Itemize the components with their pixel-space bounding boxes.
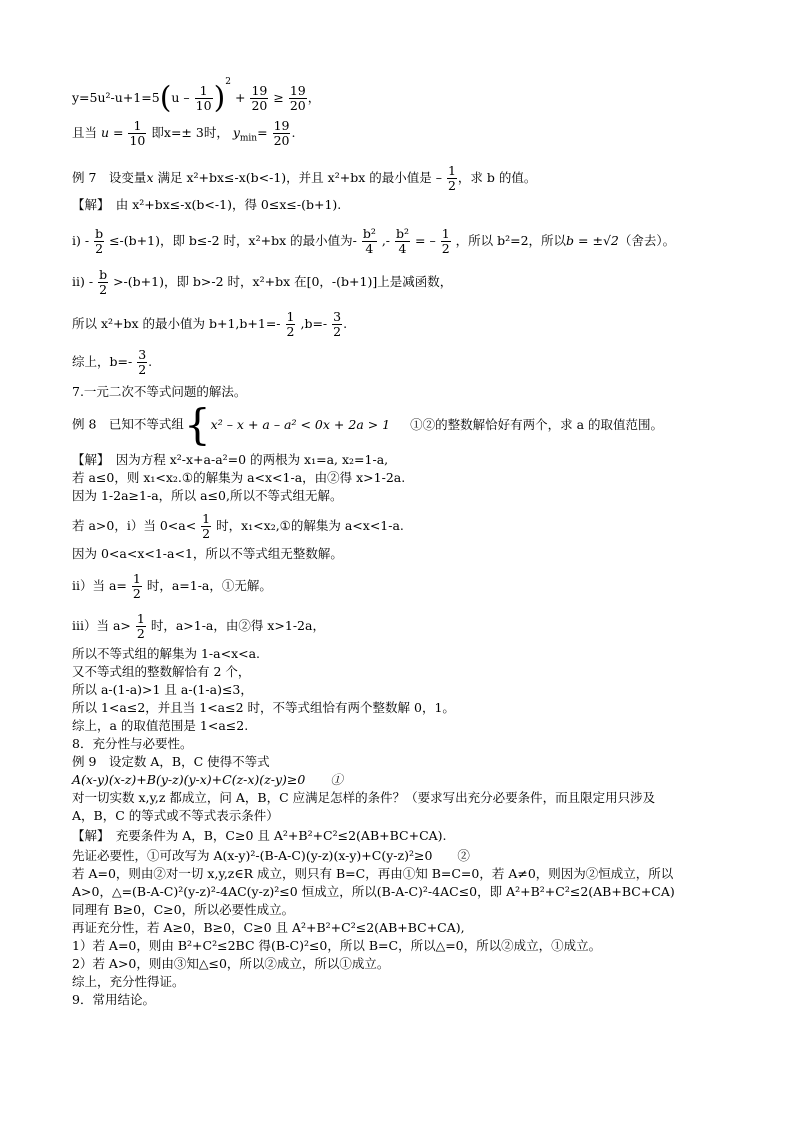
text: ⅲ）当 a> [72,618,131,633]
fraction-3-2 [332,310,342,339]
fraction-b2-4-b [395,227,410,256]
text: ⅱ) - [72,274,94,289]
math: b = ±√2 [566,233,619,248]
solution-9-line-2 [72,848,470,864]
solution-9-line-5 [72,902,294,918]
var-u: u = [101,125,124,140]
inequality-1: x² – x + a – a² < 0 [210,417,323,432]
fraction-1-2 [136,612,146,641]
solution-8-line-11 [72,700,455,716]
solution-8-line-3 [72,488,342,504]
denominator: 10 [195,98,212,113]
text: ,b=- [300,316,328,331]
solution-8-line-10 [72,682,253,698]
text: 例 8 已知不等式组 [72,416,184,432]
text: 综上，充分性得证。 [72,974,185,989]
plus-sign: + [235,90,246,105]
text: = – [415,233,436,248]
fraction-1-10 [128,119,146,148]
numerator: 1 [132,571,141,586]
eq-u: u – [171,90,190,105]
inequality-2: x + 2a > 1 [322,417,391,432]
exponent: 2 [225,77,232,87]
denominator: 4 [365,241,374,256]
denominator: 2 [286,324,295,339]
text: 【解】 因为方程 x²-x+a-a²=0 的两根为 x₁=a, x₂=1-a, [72,452,389,467]
eq-lhs: y=5u²-u+1=5 [72,90,160,105]
example-9-question-2 [72,808,279,824]
text: 所以 1<a≤2，并且当 1<a≤2 时，不等式组恰有两个整数解 0，1。 [72,700,455,715]
denominator: 20 [251,98,268,113]
solution-7-line-1 [72,197,341,213]
numerator: b² [362,226,376,241]
paren-close: ) [213,80,226,116]
text: ，所以 b²=2，所以 [455,233,567,248]
period: . [291,125,296,140]
numerator: 1 [441,226,450,241]
example-9-inequality [72,772,343,788]
text: 若 A=0，则由②对一切 x,y,z∈R 成立，则只有 B=C，再由①知 B=C=0，若 A≠0，则因为②恒成立，所以 [72,866,674,881]
text: 若 a≤0，则 x₁<x₂.①的解集为 a<x<1-a，由②得 x>1-2a. [72,470,406,485]
denominator: 2 [132,586,141,601]
denominator: 20 [273,133,290,148]
numerator: b² [396,226,410,241]
text: 时，a=1-a，①无解。 [146,578,272,593]
text: 先证必要性，①可改写为 A(x-y)²-(B-A-C)(y-z)(x-y)+C(y-z)²≥0 ② [72,848,470,863]
text: 且当 [72,125,98,140]
text: 综上，b=- [72,354,133,369]
numerator: 1 [136,611,145,626]
solution-8-case-3 [72,612,325,641]
text: 因为 1-2a≥1-a，所以 a≤0,所以不等式组无解。 [72,488,343,503]
left-brace: { [183,400,211,449]
example-9-question-1 [72,790,655,806]
solution-9-line-7 [72,938,601,954]
subscript-min: min [239,133,258,144]
solution-8-line-5 [72,546,343,562]
solution-9-line-4 [72,884,675,900]
text: 又不等式组的整数解恰有 2 个， [72,664,251,679]
text: 所以不等式组的解集为 1-a<x<a. [72,646,261,661]
fraction-b-2 [94,227,104,256]
solution-9-line-1 [72,828,447,844]
text: ，求 b 的值。 [457,170,537,185]
denominator: 4 [398,241,407,256]
solution-8-line-8 [72,646,260,662]
equals: = [257,125,268,140]
denominator: 10 [129,133,146,148]
text: 【解】 充要条件为 A，B，C≥0 且 A²+B²+C²≤2(AB+BC+CA). [72,828,447,843]
fraction-19-20 [273,119,291,148]
text: 9．常用结论。 [72,992,155,1007]
minus: – [435,170,442,185]
example-8-title [72,400,664,449]
text: A(x-y)(x-z)+B(y-z)(y-x)+C(z-x)(z-y)≥0 ① [72,772,343,787]
text: 例 9 设定数 A，B，C 使得不等式 [72,754,270,769]
solution-7-line-4 [72,310,347,339]
text: （舍去）。 [618,233,676,248]
denominator: 2 [441,241,450,256]
text: 例 7 设变量 [72,170,147,185]
fraction-1-2 [132,572,142,601]
fraction-19-20-b [289,84,307,113]
geq-sign: ≥ [273,90,284,105]
denominator: 2 [136,626,145,641]
numerator: 19 [251,83,268,98]
solution-9-line-3 [72,866,673,882]
solution-9-conclusion [72,974,185,990]
equation-line-2 [72,119,295,148]
denominator: 2 [138,362,147,377]
text: 再证充分性，若 A≥0，B≥0，C≥0 且 A²+B²+C²≤2(AB+BC+CA), [72,920,465,935]
text: 8．充分性与必要性。 [72,736,193,751]
solution-8-line-1 [72,452,388,468]
solution-8-conclusion [72,718,248,734]
fraction-19-20-a [250,84,268,113]
section-8-heading [72,736,192,752]
text: 2）若 A>0，则由③知△≤0，所以②成立，所以①成立。 [72,956,390,971]
text: A>0，△=(B-A-C)²(y-z)²-4AC(y-z)²≤0 恒成立，所以(B-A-C)²-4AC≤0，即 A²+B²+C²≤2(AB+BC+CA) [72,884,675,899]
denominator: 2 [99,282,108,297]
text: ≤-(b+1)，即 b≤-2 时，x²+bx 的最小值为- [109,233,357,248]
text: ⅱ）当 a= [72,578,127,593]
fraction-1-2 [201,512,211,541]
numerator: 19 [273,118,290,133]
fraction-3-2 [137,348,147,377]
fraction-1-2 [447,164,457,193]
solution-7-conclusion [72,348,152,377]
numerator: b [95,226,104,241]
text: 因为 0<a<x<1-a<1，所以不等式组无整数解。 [72,546,343,561]
text: x=± 3时， [163,125,229,140]
solution-8-line-2 [72,470,405,486]
text: 时，a>1-a，由②得 x>1-2a， [150,618,325,633]
solution-7-case-2 [72,268,452,297]
text: >-(b+1)，即 b>-2 时，x²+bx 在[0，-(b+1)]上是减函数， [113,274,453,289]
fraction-1-2 [286,310,296,339]
text: ①②的整数解恰好有两个，求 a 的取值范围。 [410,416,664,432]
fraction-1-2 [441,227,451,256]
text: 若 a>0，ⅰ）当 0<a< [72,518,197,533]
text: 1）若 A=0，则由 B²+C²≤2BC 得(B-C)²≤0，所以 B=C，所以△=0，所以②成立，①成立。 [72,938,602,953]
inequality-system [211,414,390,436]
comma: ， [307,90,321,105]
text: 所以 a-(1-a)>1 且 a-(1-a)≤3， [72,682,253,697]
text: 所以 x²+bx 的最小值为 b+1,b+1=- [72,316,281,331]
solution-9-line-8 [72,956,389,972]
denominator: 2 [447,178,456,193]
equation-line-1 [72,74,320,114]
numerator: 19 [289,83,306,98]
numerator: 3 [333,309,342,324]
denominator: 20 [289,98,306,113]
text: 对一切实数 x,y,z 都成立，问 A，B，C 应满足怎样的条件？（要求写出充分必要条件，而且限定用只涉及 [72,790,656,805]
text: ⅰ) - [72,233,90,248]
section-9-heading [72,992,155,1008]
numerator: 1 [286,309,295,324]
solution-7-case-1 [72,227,675,256]
text: 即 [151,125,164,140]
fraction-b-2 [98,268,108,297]
text: 同理有 B≥0，C≥0，所以必要性成立。 [72,902,295,917]
solution-8-case-2 [72,572,272,601]
text: 综上，a 的取值范围是 1<a≤2. [72,718,249,733]
numerator: 1 [195,84,213,99]
text: ,- [381,233,391,248]
numerator: 1 [447,163,456,178]
period: . [148,354,153,369]
numerator: b [99,267,108,282]
example-7-title [72,164,536,193]
section-7-heading [72,384,246,400]
period: . [343,316,348,331]
text: 满足 x²+bx≤-x(b<-1)，并且 x²+bx 的最小值是 [153,170,432,185]
denominator: 2 [202,526,211,541]
text: 7.一元二次不等式问题的解法。 [72,384,247,399]
text: 时，x₁<x₂,①的解集为 a<x<1-a. [216,518,404,533]
denominator: 2 [333,324,342,339]
solution-8-line-9 [72,664,250,680]
solution-8-case-1 [72,512,404,541]
example-9-title [72,754,270,770]
text: 【解】 由 x²+bx≤-x(b<-1)，得 0≤x≤-(b+1). [72,197,342,212]
numerator: 1 [128,119,146,134]
fraction-1-10 [195,84,213,113]
numerator: 3 [138,347,147,362]
paren-open: ( [159,80,172,116]
var-x: x [146,170,154,185]
fraction-b2-4-a [362,227,377,256]
numerator: 1 [202,511,211,526]
var-y: y [232,125,240,140]
solution-9-line-6 [72,920,465,936]
denominator: 2 [95,241,104,256]
text: A，B，C 的等式或不等式表示条件） [72,808,279,823]
